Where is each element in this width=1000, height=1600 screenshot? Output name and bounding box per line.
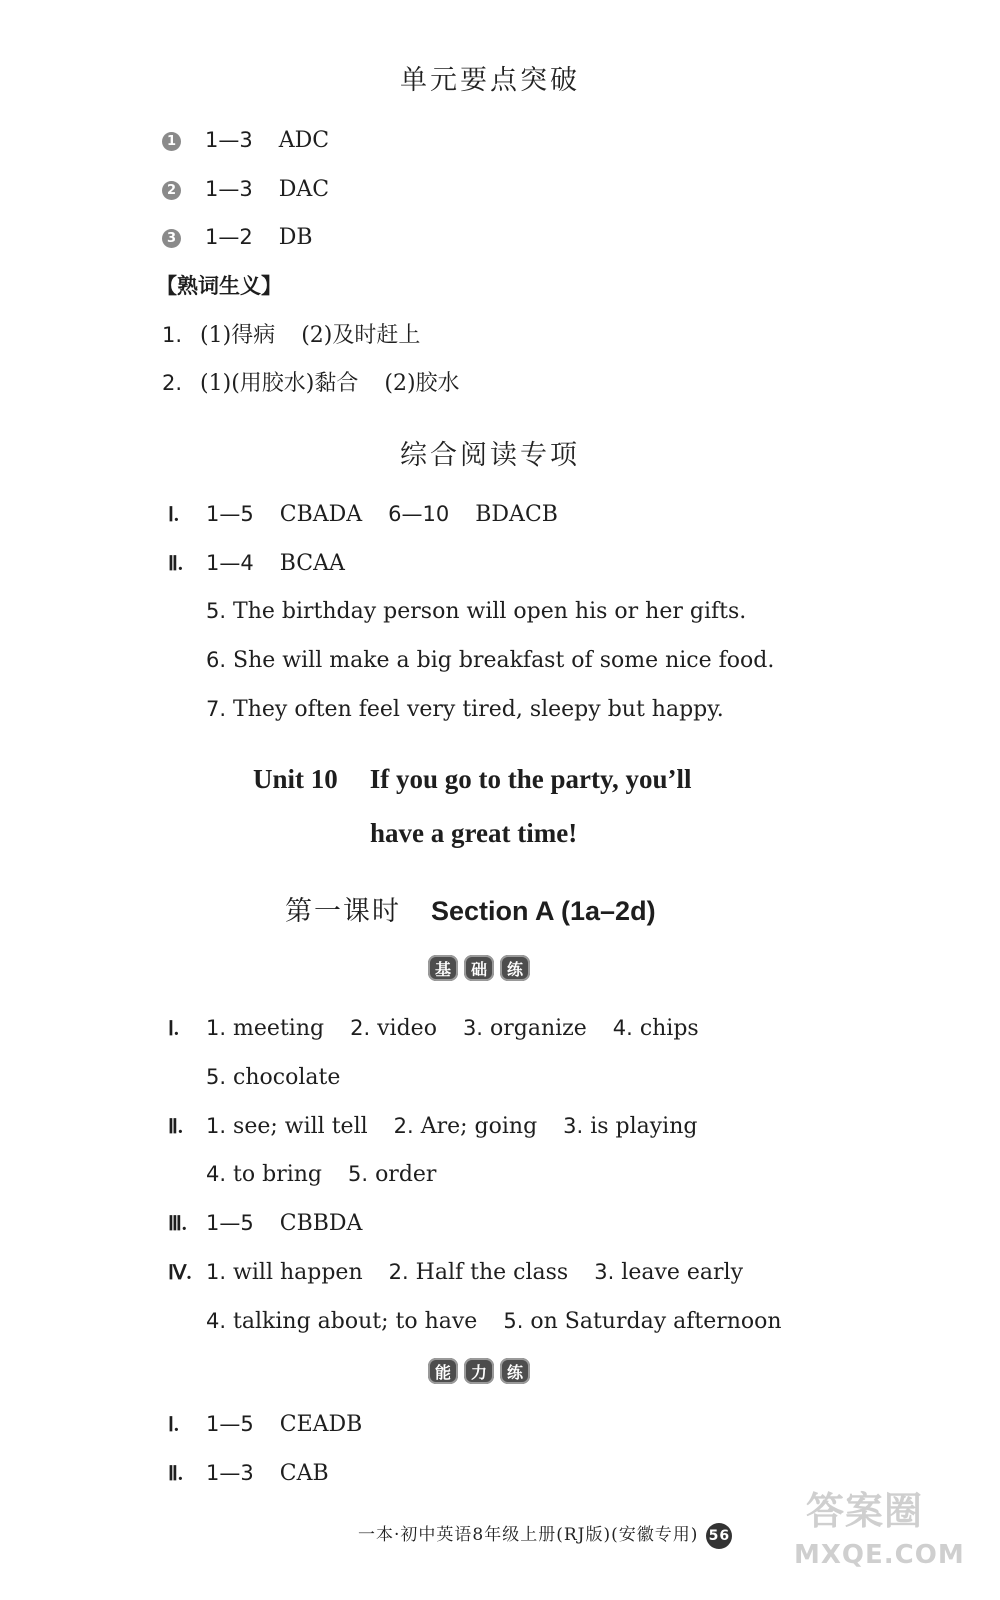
answer-row: Ⅰ. 1—5 CBADA 6—10 BDACB: [168, 502, 558, 527]
page-number: 56: [706, 1523, 732, 1549]
sentence-answer: 5. The birthday person will open his or her gifts.: [206, 599, 747, 624]
answer-row: Ⅱ. 1—4 BCAA: [168, 551, 345, 576]
answer-row: 2 1—3 DAC: [162, 176, 329, 203]
answer-row: 5. chocolate: [206, 1065, 341, 1090]
watermark-logo: 答案圈: [806, 1489, 924, 1533]
unit-title-line2: have a great time!: [370, 818, 578, 848]
bracket-heading: 【熟词生义】: [156, 274, 282, 298]
number-badge: 1: [162, 132, 181, 151]
answer-row: 4. to bring 5. order: [206, 1162, 437, 1187]
answer-row: Ⅳ. 1. will happen 2. Half the class 3. leave early: [168, 1260, 744, 1285]
sentence-answer: 7. They often feel very tired, sleepy but happy.: [206, 697, 724, 722]
section-title-reading: 综合阅读专项: [400, 440, 580, 471]
answer-row: 1 1—3 ADC: [162, 127, 329, 154]
watermark-site: MXQE.COM: [794, 1540, 965, 1570]
answer-row: Ⅱ. 1—3 CAB: [168, 1461, 329, 1486]
basic-practice-badge: 基 础 练: [428, 955, 530, 981]
vocab-row: 2. (1)(用胶水)黏合 (2)胶水: [162, 371, 460, 396]
page-footer: 一本·初中英语8年级上册(RJ版)(安徽专用) 56: [358, 1520, 732, 1549]
unit-title: Unit 10 If you go to the party, you’ll: [253, 764, 692, 794]
section-title-unit-points: 单元要点突破: [400, 65, 580, 96]
answer-row: Ⅲ. 1—5 CBBDA: [168, 1211, 363, 1236]
answer-row: 3 1—2 DB: [162, 224, 313, 251]
lesson-title: 第一课时 Section A (1a–2d): [285, 896, 656, 927]
number-badge: 3: [162, 229, 181, 248]
answer-row: 4. talking about; to have 5. on Saturday afternoon: [206, 1309, 782, 1334]
vocab-row: 1. (1)得病 (2)及时赶上: [162, 323, 421, 348]
answer-row: Ⅰ. 1. meeting 2. video 3. organize 4. chips: [168, 1016, 699, 1041]
number-badge: 2: [162, 181, 181, 200]
answer-row: Ⅰ. 1—5 CEADB: [168, 1412, 363, 1437]
answer-row: Ⅱ. 1. see; will tell 2. Are; going 3. is playing: [168, 1114, 698, 1139]
ability-practice-badge: 能 力 练: [428, 1358, 530, 1384]
sentence-answer: 6. She will make a big breakfast of some nice food.: [206, 648, 775, 673]
